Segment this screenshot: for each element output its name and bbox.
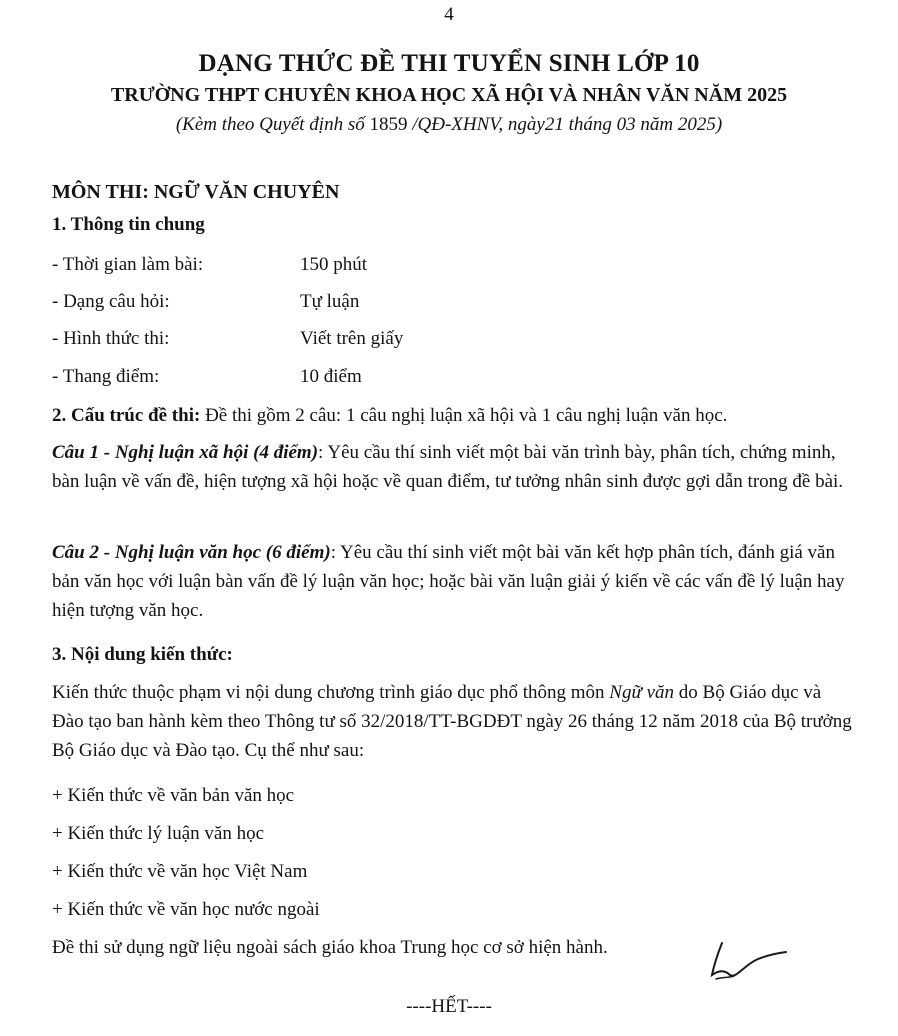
list-item: + Kiến thức về văn bản văn học — [52, 785, 295, 806]
question-2-paragraph — [52, 538, 852, 625]
info-row-label: - Hình thức thi: — [52, 328, 170, 349]
content-heading: 3. Nội dung kiến thức: — [52, 644, 233, 665]
content-intro-subject: Ngữ văn — [609, 682, 675, 703]
subject-heading: MÔN THI: NGỮ VĂN CHUYÊN — [52, 181, 340, 203]
structure-heading: 2. Cấu trúc đề thi: — [52, 405, 201, 426]
info-row-label: - Dạng câu hỏi: — [52, 291, 170, 312]
question-1-text: : Yêu cầu thí sinh viết một bài văn trình bày, phân tích, chứng minh, bàn luận về vấn đề, hiện tượng xã hội hoặc về quan điểm, tư tưởng nhân sinh được gợi dẫn trong đề bài. — [52, 442, 844, 492]
decision-suffix: /QĐ-XHNV, ngày21 tháng 03 năm 2025) — [407, 114, 723, 135]
list-item: + Kiến thức lý luận văn học — [52, 823, 265, 844]
content-intro — [52, 678, 852, 765]
info-row-value: Viết trên giấy — [300, 328, 404, 349]
decision-number: 1859 — [369, 114, 408, 135]
info-row-label: - Thời gian làm bài: — [52, 254, 204, 275]
list-item: + Kiến thức về văn học nước ngoài — [52, 899, 320, 920]
signature-mark — [700, 935, 790, 985]
content-intro-b: do Bộ Giáo dục và Đào tạo ban hành kèm theo Thông tư số 32/2018/TT-BGDĐT ngày 26 tháng 12 năm 2018 của Bộ trưởng Bộ Giáo dục và Đào tạo. Cụ thể như sau: — [52, 682, 852, 761]
structure-summary: Đề thi gồm 2 câu: 1 câu nghị luận xã hội và 1 câu nghị luận văn học. — [200, 405, 728, 426]
general-info-heading: 1. Thông tin chung — [52, 214, 205, 235]
content-intro-a: Kiến thức thuộc phạm vi nội dung chương trình giáo dục phổ thông môn — [52, 682, 610, 703]
info-row-value: Tự luận — [300, 291, 360, 312]
question-2-title: Câu 2 - Nghị luận văn học (6 điểm) — [52, 542, 331, 563]
decision-prefix: (Kèm theo Quyết định số — [175, 114, 370, 135]
end-mark: ----HẾT---- — [406, 996, 492, 1017]
document-subtitle: TRƯỜNG THPT CHUYÊN KHOA HỌC XÃ HỘI VÀ NHÂN VĂN NĂM 2025 — [110, 84, 788, 106]
decision-reference — [0, 114, 898, 136]
structure-paragraph — [52, 401, 852, 430]
question-1-title: Câu 1 - Nghị luận xã hội (4 điểm) — [52, 442, 319, 463]
page-number: 4 — [444, 4, 454, 25]
question-1-paragraph — [52, 438, 852, 496]
document-title: DẠNG THỨC ĐỀ THI TUYỂN SINH LỚP 10 — [198, 50, 700, 77]
info-row-value: 10 điểm — [300, 366, 362, 387]
closing-note: Đề thi sử dụng ngữ liệu ngoài sách giáo khoa Trung học cơ sở hiện hành. — [52, 937, 608, 958]
info-row-label: - Thang điểm: — [52, 366, 160, 387]
list-item: + Kiến thức về văn học Việt Nam — [52, 861, 308, 882]
info-row-value: 150 phút — [300, 254, 368, 275]
question-2-text: : Yêu cầu thí sinh viết một bài văn kết hợp phân tích, đánh giá văn bản văn học với luận bàn vấn đề lý luận văn học; hoặc bài văn luận giải ý kiến về các vấn đề lý luận hay hiện tượng văn học. — [52, 542, 845, 621]
